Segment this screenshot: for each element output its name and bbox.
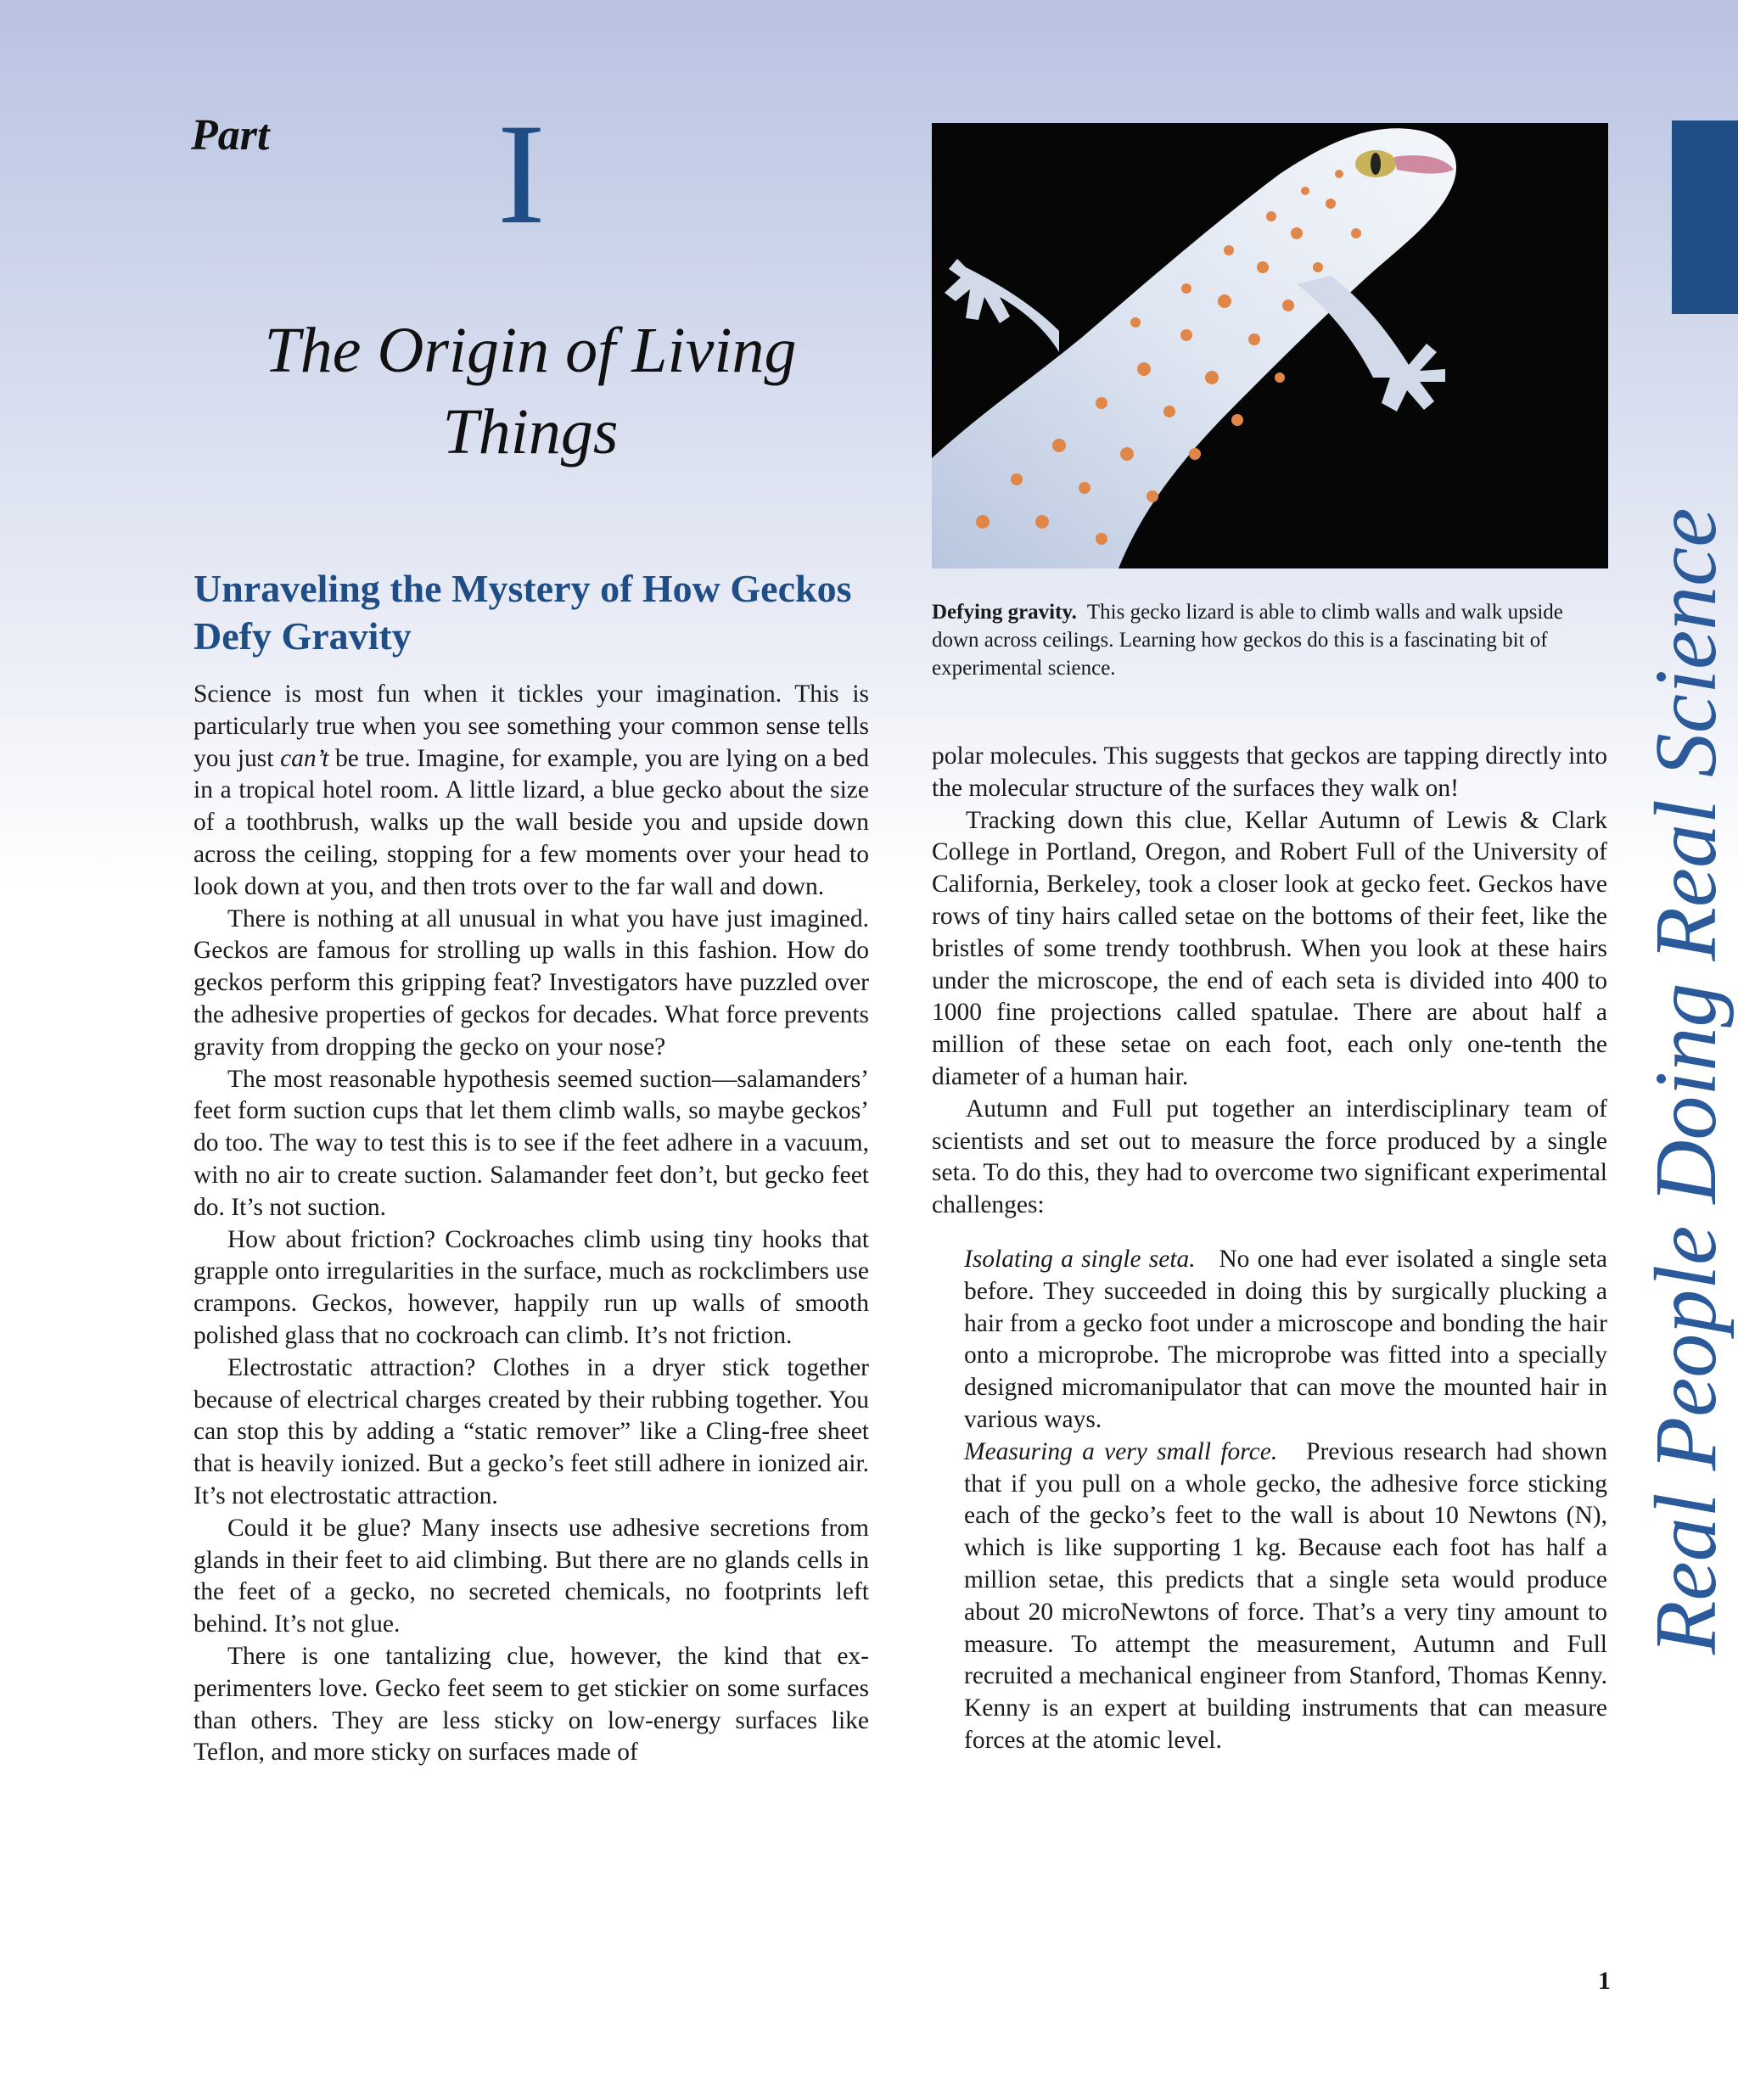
paragraph: How about friction? Cockroaches climb using tiny hooks that grapple onto irregularities in the surface, much as rockclimbers use crampons. Geckos, however, happily run up walls of smooth polished glass that no cockroach can climb. It’s not friction. (193, 1225, 869, 1349)
figure-caption (932, 598, 1611, 682)
list-item: Measuring a very small force. Previous research had shown that if you pull on a whole gecko, the adhesive force sticking each of the gecko’s feet to the wall is about 10 Newtons (N), which is like supporting 1 kg. Because each foot has half a million setae, this predicts that a single seta would produce about 20 microNewtons of force. That’s a very tiny amount to measure. To attempt the measurement, Autumn and Full recruited a mechanical engineer from Stanford, Thomas Kenny. Kenny is an expert at building instruments that can measure forces at the atomic level. (964, 1437, 1608, 1754)
right-column (932, 741, 1607, 1757)
left-column (193, 679, 869, 1769)
paragraph: Science is most fun when it tickles your imagination. This is particularly true when you see something your common sense tells you just can’t be true. Imagine, for example, you are lying on a bed in a tropical hotel room. A little lizard, a blue gecko about the size of a toothbrush, walks up the wall beside you and upside down across the ceiling, stopping for a few moments over your head to look down at you, and then trots over to the far wall and down. (193, 680, 869, 900)
list-item: Isolating a single seta. No one had ever isolated a single seta before. They succeeded in doing this by surgically plucking a hair from a gecko foot under a microscope and bonding the hair onto a microprobe. The microprobe was fitted into a specially designed micromanipulator that can move the mounted hair in various ways. (964, 1245, 1607, 1433)
part-numeral: I (497, 94, 546, 254)
paragraph: Electrostatic attraction? Clothes in a dryer stick together because of electrical charges created by their rubbing together. You can stop this by adding a “static remover” like a Cling-free sheet that is heavily ionized. But a gecko’s feet still adhere in ionized air. It’s not electrostatic attraction. (193, 1353, 869, 1509)
paragraph: The most reasonable hypothesis seemed suction—salamanders’ feet form suction cups that let them climb walls, so maybe geckos’ do too. The way to test this is to see if the feet adhere in a vacuum, with no air to create suction. Salamander feet don’t, but gecko feet do. It’s not suction. (193, 1065, 869, 1221)
running-head: Real People Doing Real Science (1637, 507, 1735, 1655)
section-tab (1672, 120, 1738, 314)
part-label: Part (191, 111, 270, 160)
paragraph: There is one tantalizing clue, however, the kind that experimenters love. Gecko feet seem to get stickier on some surfaces than others. They are less sticky on low-energy surfaces like Teflon, and more sticky on surfaces made of (193, 1642, 869, 1767)
page-number: 1 (1598, 1967, 1611, 1995)
gecko-photo (932, 123, 1608, 568)
caption-text: This gecko lizard is able to climb walls and walk upside down across ceilings. Learning how geckos do this is a fascinating bit of experimental science. (932, 601, 1563, 680)
gecko-illustration (932, 123, 1608, 568)
paragraph: Tracking down this clue, Kellar Autumn of Lewis & Clark College in Portland, Oregon, and Robert Full of the University of California, Berkeley, took a closer look at gecko feet. Geckos have rows of tiny hairs called setae on the bottoms of their feet, like the bristles of some trendy toothbrush. When you look at these hairs under the microscope, the end of each seta is divided into 400 to 1000 fine projections called spatulae. There are about half a million of these setae on each foot, each only one-tenth the diameter of a human hair. (932, 806, 1607, 1090)
part-title: The Origin of Living Things (264, 315, 797, 468)
paragraph: Autumn and Full put together an interdisciplinary team of scientists and set out to measure the force produced by a single seta. To do this, they had to overcome two significant experimental challenges: (932, 1095, 1607, 1219)
paragraph: There is nothing at all unusual in what you have just imagined. Geckos are famous for strolling up walls in this fashion. How do geckos perform this gripping feat? Investigators have puzzled over the adhesive properties of geckos for decades. What force prevents gravity from dropping the gecko on your nose? (193, 904, 869, 1061)
paragraph: Could it be glue? Many insects use adhesive secretions from glands in their feet to aid climbing. But there are no glands cells in the feet of a gecko, no secreted chemicals, no footprints left behind. It’s not glue. (193, 1514, 869, 1638)
paragraph: polar molecules. This suggests that geckos are tapping directly into the molecular structure of the surfaces they walk on! (932, 742, 1607, 802)
caption-title: Defying gravity. (932, 601, 1077, 624)
section-heading: Unraveling the Mystery of How Geckos Defy Gravity (193, 567, 852, 658)
